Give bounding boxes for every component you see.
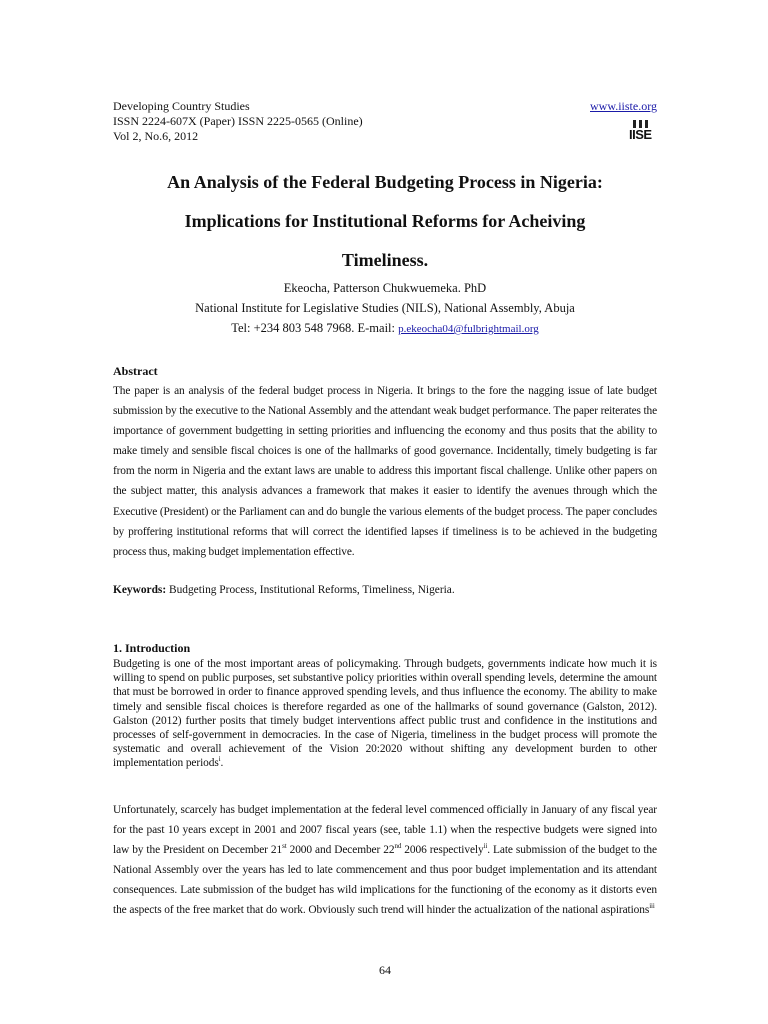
footnote-ref-ii[interactable]: ii [483,842,488,851]
journal-name: Developing Country Studies [113,99,250,113]
intro-p1-end: . [220,757,224,770]
abstract-text: The paper is an analysis of the federal budget process in Nigeria. It brings to the fore the nagging issue of late budget submission by the executive to the National Assembly and the attendant weak budget performance. The paper reiterates the importance of government budgetting in setting priorities and influencing the economy and thus posits that the ability to make timely and sensible fiscal choices is one of the hallmarks of good governance. Incidentally, timely budgeting is far from the norm in Nigeria and the extant laws are unable to address this important fiscal challenge. Unlike other papers on the subject matter, this analysis advances a framework that makes it easier to identify the avenues through which the Executive (President) or the Parliament can and do bungle the various elements of the budget process. The paper concludes by proffering institutional reforms that will correct the identified lapses if timeliness is to be achieved in the budgeting process thus, making budget implementation effective. [113,385,657,558]
journal-volume: Vol 2, No.6, 2012 [113,129,199,143]
journal-header [113,99,657,144]
author-email-link[interactable]: p.ekeocha04@fulbrightmail.org [398,323,539,335]
intro-p2-text-c: 2006 respectively [401,844,484,857]
author-name: Ekeocha, Patterson Chukwuemeka. PhD [283,281,487,295]
abstract-heading: Abstract [113,364,158,378]
author-phone: Tel: +234 803 548 7968. E-mail: [231,321,399,335]
page-number: 64 [379,963,391,977]
keywords-label: Keywords: [113,584,167,596]
journal-url-link[interactable]: www.iiste.org [590,99,657,113]
paper-title-line-2: Implications for Institutional Reforms for Acheiving [184,211,586,231]
intro-p1-text: Budgeting is one of the most important areas of policymaking. Through budgets, governments indicate how much it is willing to spend on public purposes, set substantive policy priorities within overall spending levels, determine the amount that must be borrowed in order to finance approved spending levels, and thus influence the economy. The ability to make timely and sensible fiscal choices is therefore regarded as one of the hallmarks of sound governance (Galston, 2012). Galston (2012) further posits that timely budget interventions affect public trust and confidence in the institutions and processes of self-government in democracies. In the case of Nigeria, timeliness in the budget process will promote the systematic and overall achievement of the Vision 20:2020 without shifting any development burden to other implementation periods [113,658,657,770]
journal-info [113,99,657,144]
author-block [113,278,657,339]
paper-title-line-1: An Analysis of the Federal Budgeting Process in Nigeria: [167,172,603,192]
footnote-ref-iii[interactable]: iii [649,902,655,911]
author-contact [113,318,657,339]
intro-p2-text-b: 2000 and December 22 [286,844,395,857]
author-affiliation: National Institute for Legislative Studies (NILS), National Assembly, Abuja [195,301,575,315]
intro-p2-text-d: . Late submission of the budget to the National Assembly over the years has led to late commencement and thus poor budget implementation and its attendant consequences. Late submission of the budget has wild implications for the functioning of the economy as it distorts even the aspects of the free market that do work. Obviously such trend will hinder the actualization of the national aspirations [113,844,657,917]
keywords-text: Budgeting Process, Institutional Reforms, Timeliness, Nigeria. [166,584,455,596]
ordinal-st: st [282,842,287,851]
logo-text: IISE [629,127,652,142]
paper-title-line-3: Timeliness. [341,250,429,270]
keywords-line [113,584,657,596]
introduction-paragraph-2 [113,800,657,921]
intro-p2-text-a: Unfortunately, scarcely has budget implementation at the federal level commenced officially in January of any fiscal year for the past 10 years except in 2001 and 2007 fiscal years (see, table 1.1) when the respective budgets were signed into law by the President on December 21 [113,804,657,857]
iiste-logo [629,120,655,144]
introduction-heading: 1. Introduction [113,641,191,655]
introduction-paragraph-1 [113,657,657,771]
journal-issn: ISSN 2224-607X (Paper) ISSN 2225-0565 (Online) [113,114,363,128]
ordinal-nd: nd [394,842,402,851]
footnote-ref-i[interactable]: i [218,755,221,764]
